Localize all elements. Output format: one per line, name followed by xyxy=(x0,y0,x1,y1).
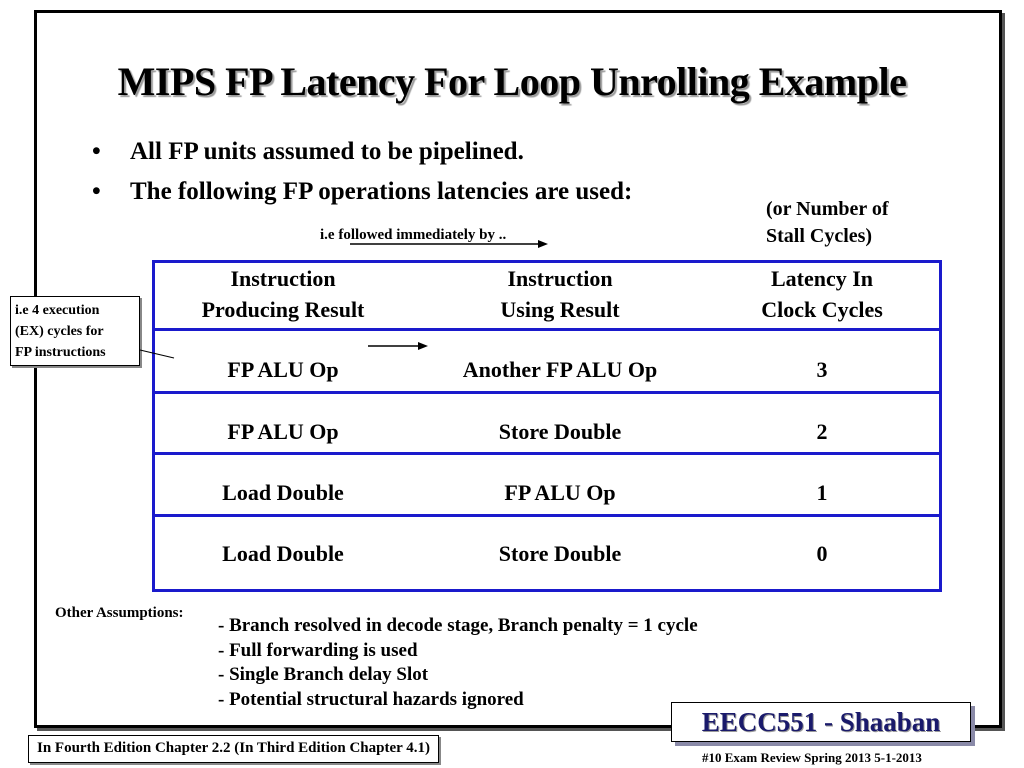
header-line: Clock Cycles xyxy=(761,297,883,322)
bullet-dot: • xyxy=(92,178,101,205)
callout-line: i.e 4 execution xyxy=(15,303,100,318)
bullet-text: The following FP operations latencies are used: xyxy=(130,178,633,205)
other-assumptions-label: Other Assumptions: xyxy=(55,605,184,621)
followed-by-row-arrow-icon xyxy=(368,340,430,352)
table-divider xyxy=(152,514,942,517)
row-latency: 3 xyxy=(816,357,828,382)
edition-reference: In Fourth Edition Chapter 2.2 (In Third Edition Chapter 4.1) xyxy=(28,735,439,763)
row-using: Another FP ALU Op xyxy=(462,357,658,382)
slide-number-footer: #10 Exam Review Spring 2013 5-1-2013 xyxy=(702,750,922,765)
followed-by-note: i.e followed immediately by .. xyxy=(320,227,507,243)
row-latency: 1 xyxy=(816,480,828,505)
assumption-item: - Branch resolved in decode stage, Branch penalty = 1 cycle xyxy=(218,615,698,636)
row-producing: FP ALU Op xyxy=(227,419,339,444)
header-line: Using Result xyxy=(500,297,620,322)
row-producing: Load Double xyxy=(222,480,344,505)
callout-line: FP instructions xyxy=(15,345,106,360)
row-producing: FP ALU Op xyxy=(227,357,339,382)
row-producing: Load Double xyxy=(222,541,344,566)
table-divider xyxy=(152,452,942,455)
row-using: Store Double xyxy=(498,541,622,566)
followed-by-arrow-icon xyxy=(350,239,550,249)
header-line: Producing Result xyxy=(201,297,365,322)
bullet-text: All FP units assumed to be pipelined. xyxy=(130,138,524,165)
stall-note-line: Stall Cycles) xyxy=(766,225,873,247)
header-line: Latency In xyxy=(770,266,874,291)
header-line: Instruction xyxy=(230,266,336,291)
row-latency: 2 xyxy=(816,419,828,444)
row-using: Store Double xyxy=(498,419,622,444)
assumption-item: - Potential structural hazards ignored xyxy=(218,688,524,710)
stall-note-line: (or Number of xyxy=(766,198,889,220)
slide-title: MIPS FP Latency For Loop Unrolling Example xyxy=(117,59,907,104)
assumptions-list xyxy=(218,614,698,712)
bullet-dot: • xyxy=(92,138,101,165)
table-divider xyxy=(152,328,942,331)
assumption-item: - Full forwarding is used xyxy=(218,639,418,661)
course-brand: EECC551 - Shaaban xyxy=(671,702,971,742)
header-line: Instruction xyxy=(507,266,613,291)
callout-pointer-line xyxy=(0,0,200,380)
row-latency: 0 xyxy=(816,541,828,566)
stall-cycles-note xyxy=(766,196,889,250)
callout-line: (EX) cycles for xyxy=(15,324,104,339)
table-divider xyxy=(152,391,942,394)
assumption-item: - Single Branch delay Slot xyxy=(218,664,429,685)
row-using: FP ALU Op xyxy=(504,480,616,505)
header-latency xyxy=(712,263,932,325)
header-using xyxy=(430,263,690,325)
